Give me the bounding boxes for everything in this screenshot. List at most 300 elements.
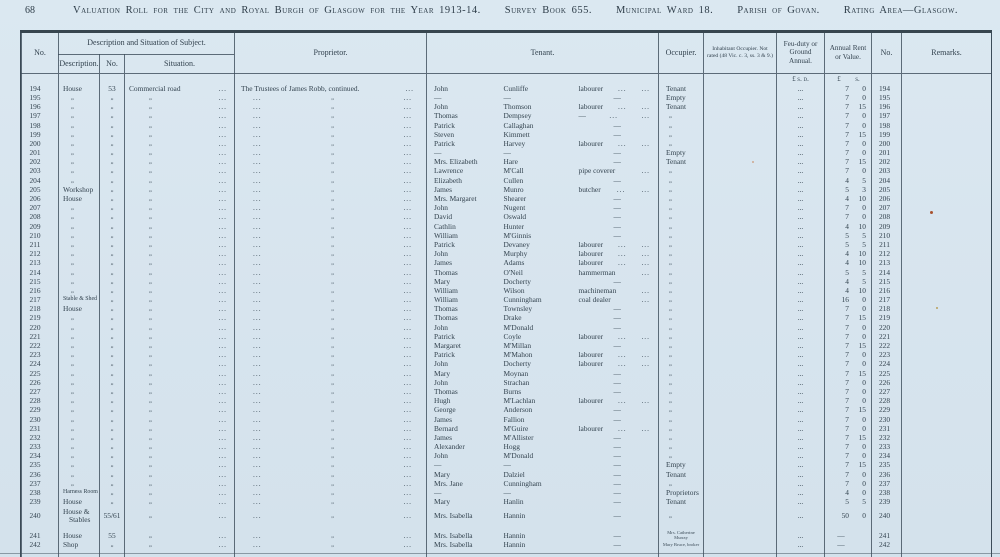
cell-entry-number: 232 [22, 433, 59, 442]
cell-description: „ [59, 148, 100, 157]
cell-annual-rent: 5 5 [825, 240, 872, 249]
cell-remarks [902, 507, 992, 526]
cell-entry-number-right: 198 [872, 121, 902, 130]
cell-proprietor: ... „ ... [235, 433, 427, 442]
cell-feu-duty: ... [777, 479, 825, 488]
cell-tenant-occupation: — [613, 488, 621, 498]
table-row [22, 158, 992, 167]
cell-entry-number-right: 218 [872, 305, 902, 314]
cell-feu-duty: ... [777, 231, 825, 240]
cell-remarks [902, 139, 992, 148]
cell-feu-duty: ... [777, 84, 825, 93]
cell-tenant-surname: M'Lachlan [503, 396, 536, 406]
cell-description: „ [59, 479, 100, 488]
cell-entry-number-right: 213 [872, 259, 902, 268]
cell-description: „ [59, 139, 100, 148]
cell-tenant-forename: Elizabeth [427, 176, 502, 185]
cell-tenant-forename: Thomas [427, 314, 502, 323]
cell-remarks [902, 415, 992, 424]
cell-tenant-occupation: — [613, 497, 621, 507]
cell-situation: „ ... [125, 148, 235, 157]
cell-feu-duty: ... [777, 540, 825, 549]
cell-situation: „ ... [125, 102, 235, 111]
table-row [22, 323, 992, 332]
header-no-right: No. [872, 33, 902, 73]
cell-situation: „ ... [125, 295, 235, 304]
cell-remarks [902, 387, 992, 396]
valuation-table-wrap [20, 30, 992, 557]
cell-entry-number: 235 [22, 461, 59, 470]
cell-feu-duty: ... [777, 350, 825, 359]
cell-tenant-forename: Patrick [427, 121, 502, 130]
table-row [22, 130, 992, 139]
cell-remarks [902, 470, 992, 479]
table-row [22, 415, 992, 424]
cell-situation: „ ... [125, 332, 235, 341]
cell-tenant-surname: Murphy [503, 249, 528, 259]
cell-inhabitant-occupier [704, 268, 777, 277]
cell-tenant-forename: Hugh [427, 396, 502, 405]
cell-inhabitant-occupier [704, 540, 777, 549]
cell-remarks [902, 130, 992, 139]
cell-tenant-occupation: — [613, 414, 621, 424]
cell-remarks [902, 341, 992, 350]
cell-annual-rent: 7 0 [825, 323, 872, 332]
cell-entry-number-right: 203 [872, 167, 902, 176]
cell-tenant-surname: Cunliffe [503, 84, 528, 93]
cell-tenant-occupation: labourer ... ... [578, 84, 650, 93]
cell-entry-number-right: 217 [872, 295, 902, 304]
cell-feu-duty: ... [777, 93, 825, 102]
cell-tenant-occupation: — [613, 530, 621, 540]
cell-entry-number: 208 [22, 213, 59, 222]
cell-street-number: „ [100, 121, 125, 130]
cell-annual-rent: 7 0 [825, 387, 872, 396]
cell-feu-duty: ... [777, 203, 825, 212]
cell-entry-number-right: 202 [872, 158, 902, 167]
header-occupier: Occupier. [659, 33, 704, 73]
cell-remarks [902, 369, 992, 378]
cell-entry-number: 196 [22, 102, 59, 111]
cell-inhabitant-occupier [704, 424, 777, 433]
table-row [22, 148, 992, 157]
cell-occupier: „ [659, 452, 704, 461]
cell-street-number: „ [100, 452, 125, 461]
cell-occupier: Empty [659, 148, 704, 157]
cell-street-number: „ [100, 488, 125, 497]
cell-entry-number: 200 [22, 139, 59, 148]
cell-entry-number-right: 216 [872, 286, 902, 295]
cell-feu-duty: ... [777, 323, 825, 332]
cell-situation: „ ... [125, 507, 235, 526]
cell-entry-number-right: 209 [872, 222, 902, 231]
cell-tenant-forename: John [427, 360, 502, 369]
cell-entry-number-right: 219 [872, 314, 902, 323]
cell-occupier: „ [659, 295, 704, 304]
cell-feu-duty: ... [777, 314, 825, 323]
cell-proprietor: ... „ ... [235, 222, 427, 231]
currency-row [22, 73, 992, 84]
cell-street-number: „ [100, 286, 125, 295]
cell-annual-rent: 7 0 [825, 84, 872, 93]
cell-occupier: „ [659, 259, 704, 268]
cell-proprietor: ... „ ... [235, 387, 427, 396]
cell-entry-number: 237 [22, 479, 59, 488]
cell-feu-duty: ... [777, 406, 825, 415]
table-row [22, 194, 992, 203]
header-inhabitant-occupier: Inhabitant Occupier. Not rated (48 Vic. c. 3, ss. 3 & 9.) [704, 33, 777, 73]
cell-annual-rent: 7 0 [825, 442, 872, 451]
cell-feu-duty: ... [777, 249, 825, 258]
cell-tenant-forename: John [427, 378, 502, 387]
cell-description: House [59, 194, 100, 203]
cell-inhabitant-occupier [704, 194, 777, 203]
header-description: Description. [59, 54, 100, 73]
cell-situation: „ ... [125, 433, 235, 442]
cell-description: „ [59, 350, 100, 359]
cell-occupier: „ [659, 378, 704, 387]
cell-feu-duty: ... [777, 396, 825, 405]
cell-description: „ [59, 341, 100, 350]
cell-entry-number: 205 [22, 185, 59, 194]
cell-inhabitant-occupier [704, 112, 777, 121]
cell-entry-number: 223 [22, 350, 59, 359]
cell-tenant-surname: Thomson [503, 102, 532, 112]
page-bottom-rule [0, 553, 1000, 554]
cell-inhabitant-occupier [704, 231, 777, 240]
cell-inhabitant-occupier [704, 323, 777, 332]
cell-inhabitant-occupier [704, 213, 777, 222]
table-row [22, 295, 992, 304]
table-row [22, 540, 992, 549]
header-annual-rent: Annual Rent or Value. [825, 33, 872, 73]
cell-entry-number-right: 221 [872, 332, 902, 341]
cell-description: House & Stables [59, 507, 100, 526]
feu-currency-label: £ s. d. [777, 73, 825, 84]
cell-proprietor: ... „ ... [235, 424, 427, 433]
cell-entry-number: 198 [22, 121, 59, 130]
cell-proprietor: ... „ ... [235, 213, 427, 222]
cell-remarks [902, 442, 992, 451]
cell-tenant-forename: John [427, 249, 502, 258]
cell-proprietor: ... „ ... [235, 231, 427, 240]
cell-description: „ [59, 424, 100, 433]
cell-entry-number: 229 [22, 406, 59, 415]
cell-street-number: „ [100, 424, 125, 433]
cell-street-number: „ [100, 378, 125, 387]
table-row [22, 314, 992, 323]
cell-street-number: „ [100, 433, 125, 442]
cell-proprietor: ... „ ... [235, 360, 427, 369]
table-row [22, 240, 992, 249]
cell-inhabitant-occupier [704, 148, 777, 157]
cell-annual-rent: — [825, 540, 872, 549]
cell-street-number: 55/61 [100, 507, 125, 526]
cell-occupier: Mrs. Catherine Murray [659, 531, 704, 541]
cell-entry-number-right: 196 [872, 102, 902, 111]
table-row [22, 139, 992, 148]
cell-tenant-surname: M'Ginnis [503, 231, 532, 240]
cell-feu-duty: ... [777, 167, 825, 176]
cell-inhabitant-occupier [704, 415, 777, 424]
cell-entry-number-right: 225 [872, 369, 902, 378]
cell-situation: „ ... [125, 531, 235, 541]
cell-entry-number-right: 197 [872, 112, 902, 121]
cell-tenant-forename: Patrick [427, 240, 502, 249]
header-street-no: No. [100, 54, 125, 73]
cell-feu-duty: ... [777, 240, 825, 249]
cell-tenant-occupation: — [613, 341, 621, 351]
cell-tenant-surname: Adams [503, 258, 525, 268]
cell-tenant-surname: — [503, 460, 511, 470]
cell-proprietor: The Trustees of James Robb, continued. ... [235, 84, 427, 93]
cell-situation: „ ... [125, 479, 235, 488]
cell-situation: „ ... [125, 130, 235, 139]
cell-annual-rent: 7 15 [825, 433, 872, 442]
cell-feu-duty: ... [777, 268, 825, 277]
cell-inhabitant-occupier [704, 396, 777, 405]
cell-remarks [902, 148, 992, 157]
cell-entry-number-right: 232 [872, 433, 902, 442]
cell-tenant-forename: Thomas [427, 268, 502, 277]
cell-situation: „ ... [125, 488, 235, 497]
cell-tenant-surname: Docherty [503, 359, 531, 369]
cell-annual-rent: 7 0 [825, 396, 872, 405]
cell-occupier: „ [659, 121, 704, 130]
paper-speck [752, 161, 754, 163]
cell-feu-duty: ... [777, 488, 825, 497]
table-row [22, 531, 992, 541]
cell-annual-rent: — [825, 531, 872, 541]
cell-street-number: 55 [100, 531, 125, 541]
cell-description: „ [59, 213, 100, 222]
cell-proprietor: ... „ ... [235, 461, 427, 470]
cell-annual-rent: 7 0 [825, 121, 872, 130]
header-remarks: Remarks. [902, 33, 992, 73]
cell-situation: „ ... [125, 93, 235, 102]
cell-remarks [902, 479, 992, 488]
cell-occupier: Tenant [659, 158, 704, 167]
cell-entry-number: 227 [22, 387, 59, 396]
cell-remarks [902, 540, 992, 549]
cell-street-number: „ [100, 176, 125, 185]
cell-tenant-surname: — [503, 488, 511, 498]
cell-situation: „ ... [125, 158, 235, 167]
cell-proprietor: ... „ ... [235, 305, 427, 314]
cell-tenant-surname: Coyle [503, 332, 522, 341]
cell-description: „ [59, 286, 100, 295]
cell-description: „ [59, 259, 100, 268]
cell-annual-rent: 7 0 [825, 148, 872, 157]
cell-description: House [59, 84, 100, 93]
table-row [22, 305, 992, 314]
table-row [22, 341, 992, 350]
cell-feu-duty: ... [777, 387, 825, 396]
cell-remarks [902, 167, 992, 176]
cell-feu-duty: ... [777, 176, 825, 185]
cell-inhabitant-occupier [704, 332, 777, 341]
cell-tenant-surname: Townsley [503, 304, 533, 314]
cell-tenant-occupation: butcher ... ... [578, 185, 650, 194]
cell-description: „ [59, 130, 100, 139]
cell-entry-number-right: 222 [872, 341, 902, 350]
cell-tenant-occupation: labourer ... ... [578, 332, 650, 341]
cell-annual-rent: 7 15 [825, 406, 872, 415]
cell-entry-number-right: 233 [872, 442, 902, 451]
cell-tenant-surname: M'Millan [503, 341, 532, 351]
cell-tenant-forename: William [427, 231, 502, 240]
cell-annual-rent: 5 5 [825, 497, 872, 506]
cell-remarks [902, 461, 992, 470]
cell-tenant-occupation: — [613, 442, 621, 452]
cell-street-number: „ [100, 93, 125, 102]
cell-feu-duty: ... [777, 452, 825, 461]
cell-proprietor: ... „ ... [235, 341, 427, 350]
header-situation: Situation. [125, 54, 235, 73]
cell-tenant-surname: Hunter [503, 221, 525, 231]
cell-proprietor: ... „ ... [235, 240, 427, 249]
cell-remarks [902, 121, 992, 130]
cell-entry-number-right: 229 [872, 406, 902, 415]
header-proprietor: Proprietor. [235, 33, 427, 73]
cell-description: Harness Room [59, 488, 100, 497]
cell-entry-number: 214 [22, 268, 59, 277]
cell-entry-number: 236 [22, 470, 59, 479]
paper-speck [936, 307, 938, 309]
cell-occupier: „ [659, 479, 704, 488]
cell-tenant-occupation: — [613, 511, 621, 521]
cell-annual-rent: 5 3 [825, 185, 872, 194]
cell-entry-number-right: 241 [872, 531, 902, 541]
cell-feu-duty: ... [777, 139, 825, 148]
cell-tenant-surname: Hannin [503, 530, 526, 540]
cell-remarks [902, 240, 992, 249]
cell-entry-number-right: 211 [872, 240, 902, 249]
table-body [22, 73, 992, 557]
cell-tenant-occupation: labourer ... ... [578, 359, 650, 369]
cell-situation: „ ... [125, 497, 235, 506]
cell-street-number: „ [100, 259, 125, 268]
rent-currency-label: £ s. [825, 73, 872, 84]
cell-entry-number: 218 [22, 305, 59, 314]
cell-proprietor: ... „ ... [235, 130, 427, 139]
cell-proprietor: ... „ ... [235, 176, 427, 185]
cell-description: „ [59, 433, 100, 442]
table-header [22, 33, 992, 73]
cell-situation: „ ... [125, 341, 235, 350]
cell-occupier: „ [659, 424, 704, 433]
cell-occupier: Tenant [659, 470, 704, 479]
cell-feu-duty: ... [777, 286, 825, 295]
cell-entry-number: 210 [22, 231, 59, 240]
table-row [22, 507, 992, 526]
cell-street-number: „ [100, 231, 125, 240]
cell-annual-rent: 7 15 [825, 341, 872, 350]
cell-situation: „ ... [125, 112, 235, 121]
cell-tenant-occupation: pipe coverer ... [578, 166, 650, 176]
page-title: Valuation Roll for the City and Royal Burgh of Glasgow for the Year 1913-14. [73, 5, 481, 16]
cell-occupier: „ [659, 442, 704, 451]
cell-street-number: „ [100, 185, 125, 194]
cell-situation: „ ... [125, 139, 235, 148]
cell-entry-number: 231 [22, 424, 59, 433]
cell-tenant-occupation: coal dealer ... [578, 295, 650, 305]
cell-street-number: „ [100, 249, 125, 258]
cell-tenant-surname: M'Donald [503, 322, 534, 332]
cell-entry-number: 234 [22, 452, 59, 461]
cell-street-number: „ [100, 148, 125, 157]
cell-feu-duty: ... [777, 415, 825, 424]
table-row [22, 360, 992, 369]
cell-proprietor: ... „ ... [235, 277, 427, 286]
cell-feu-duty: ... [777, 497, 825, 506]
cell-annual-rent: 7 0 [825, 415, 872, 424]
cell-remarks [902, 84, 992, 93]
cell-entry-number-right: 215 [872, 277, 902, 286]
cell-tenant-forename: Mrs. Isabella [427, 507, 502, 526]
cell-feu-duty: ... [777, 369, 825, 378]
cell-description: „ [59, 387, 100, 396]
cell-entry-number-right: 231 [872, 424, 902, 433]
cell-remarks [902, 93, 992, 102]
cell-tenant-forename: John [427, 84, 502, 93]
cell-entry-number: 240 [22, 507, 59, 526]
cell-tenant-occupation: labourer ... ... [578, 423, 650, 433]
cell-entry-number: 221 [22, 332, 59, 341]
cell-situation: Commercial road ... [125, 84, 235, 93]
cell-description: „ [59, 452, 100, 461]
cell-entry-number: 224 [22, 360, 59, 369]
cell-tenant-forename: Alexander [427, 442, 502, 451]
cell-remarks [902, 305, 992, 314]
cell-tenant-occupation: — [613, 405, 621, 415]
cell-occupier: „ [659, 332, 704, 341]
cell-occupier: „ [659, 213, 704, 222]
cell-tenant-forename: Patrick [427, 350, 502, 359]
cell-occupier: Empty [659, 93, 704, 102]
cell-feu-duty: ... [777, 305, 825, 314]
cell-situation: „ ... [125, 185, 235, 194]
valuation-table [21, 33, 992, 557]
cell-situation: „ ... [125, 277, 235, 286]
cell-occupier: „ [659, 203, 704, 212]
cell-description: „ [59, 406, 100, 415]
cell-entry-number: 217 [22, 295, 59, 304]
cell-tenant-forename: James [427, 415, 502, 424]
cell-tenant-occupation: machineman ... [578, 286, 650, 295]
cell-inhabitant-occupier [704, 249, 777, 258]
cell-feu-duty: ... [777, 130, 825, 139]
cell-inhabitant-occupier [704, 461, 777, 470]
table-row [22, 369, 992, 378]
cell-description: „ [59, 231, 100, 240]
cell-feu-duty: ... [777, 507, 825, 526]
cell-entry-number-right: 234 [872, 452, 902, 461]
cell-inhabitant-occupier [704, 121, 777, 130]
table-row [22, 249, 992, 258]
cell-street-number: „ [100, 369, 125, 378]
cell-description: „ [59, 112, 100, 121]
cell-inhabitant-occupier [704, 470, 777, 479]
cell-street-number: „ [100, 130, 125, 139]
cell-tenant-surname: Dempsey [503, 111, 532, 121]
cell-remarks [902, 424, 992, 433]
table-row [22, 167, 992, 176]
cell-tenant-occupation: — ... ... [578, 111, 650, 121]
cell-description: „ [59, 396, 100, 405]
cell-annual-rent: 7 0 [825, 203, 872, 212]
cell-occupier: „ [659, 268, 704, 277]
